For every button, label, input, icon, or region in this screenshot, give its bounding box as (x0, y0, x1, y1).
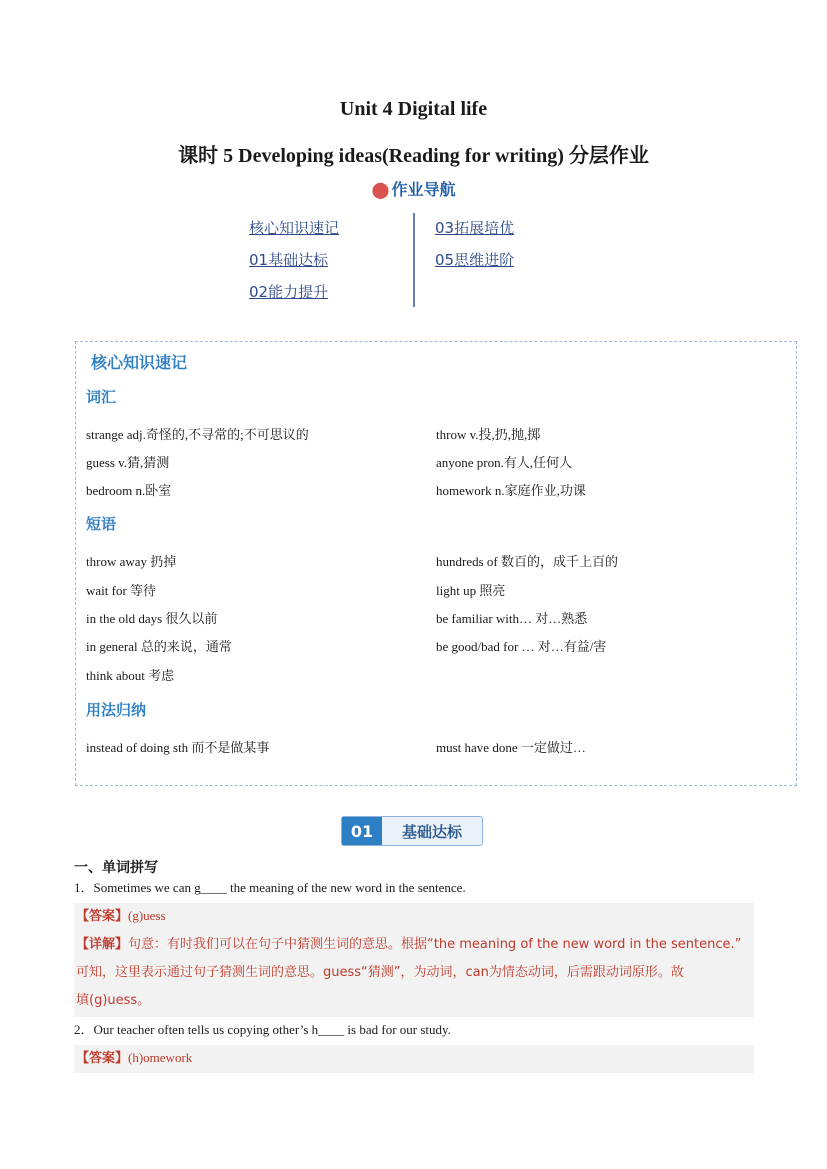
detail-line-1 (76, 933, 741, 952)
vocab-heading: 词汇 (86, 388, 117, 406)
answer-line-2 (76, 1047, 192, 1066)
section-number: 01 (342, 817, 382, 845)
detail-text: 句意：有时我们可以在句子中猜测生词的意思。根据“the meaning of the new word in the sentence.” (128, 937, 742, 952)
detail-text: 可知，这里表示通过句子猜测生词的意思。guess“猜测”，为动词，can为情态动词，后需跟动词原形。故 (76, 965, 684, 980)
nav-link-05[interactable]: 05思维进阶 (435, 251, 515, 269)
phrase-item: light up 照亮 (436, 583, 506, 598)
nav-link-03[interactable]: 03拓展培优 (435, 219, 515, 237)
vocab-item: throw v.投,扔,抛,掷 (436, 427, 541, 442)
vocab-item: guess v.猜,猜测 (86, 455, 170, 470)
question-1: 1．Sometimes we can g____ the meaning of the new word in the sentence. (74, 880, 466, 895)
answer-tag: 【答案】 (76, 1051, 129, 1066)
nav-title-text: 作业导航 (391, 180, 456, 199)
usage-item: must have done 一定做过… (436, 740, 586, 755)
phrase-item: in general 总的来说，通常 (86, 639, 232, 654)
doc-title: Unit 4 Digital life (339, 98, 488, 120)
detail-line-2 (76, 961, 684, 980)
detail-text: 填(g)uess。 (76, 993, 151, 1008)
phrase-heading: 短语 (86, 515, 117, 533)
phrase-item: be familiar with… 对…熟悉 (436, 611, 588, 626)
detail-line-3 (76, 989, 150, 1008)
phrase-item: throw away 扔掉 (86, 554, 177, 569)
question-2: 2．Our teacher often tells us copying other’s h____ is bad for our study. (74, 1022, 451, 1037)
section-01-badge (341, 816, 483, 846)
phrase-item: think about 考虑 (86, 668, 175, 683)
phrase-item: wait for 等待 (86, 583, 157, 598)
vocab-item: anyone pron.有人,任何人 (436, 455, 573, 470)
section-label: 基础达标 (401, 822, 462, 841)
nav-title (0, 177, 827, 200)
nav-divider (413, 213, 415, 307)
answer-text: (h)omework (128, 1050, 193, 1065)
knowledge-title: 核心知识速记 (91, 353, 188, 372)
part-heading: 一、单词拼写 (74, 860, 158, 876)
vocab-item: homework n.家庭作业,功课 (436, 483, 586, 498)
location-pin-icon: ⬤ (371, 180, 390, 199)
usage-heading: 用法归纳 (86, 701, 147, 719)
answer-box-1 (74, 903, 754, 1017)
answer-line-1 (76, 905, 166, 924)
vocab-item: bedroom n.卧室 (86, 483, 172, 498)
phrase-item: be good/bad for … 对…有益/害 (436, 639, 607, 654)
phrase-item: hundreds of 数百的，成千上百的 (436, 554, 618, 569)
vocab-item: strange adj.奇怪的,不寻常的;不可思议的 (86, 427, 309, 442)
nav-link-core-knowledge[interactable]: 核心知识速记 (249, 219, 340, 237)
detail-tag: 【详解】 (76, 937, 129, 952)
phrase-item: in the old days 很久以前 (86, 611, 218, 626)
doc-subtitle: 课时 5 Developing ideas(Reading for writing) 分层作业 (178, 145, 649, 167)
answer-tag: 【答案】 (76, 909, 129, 924)
nav-link-01[interactable]: 01基础达标 (249, 251, 329, 269)
answer-text: (g)uess (128, 908, 166, 923)
nav-link-02[interactable]: 02能力提升 (249, 283, 329, 301)
usage-item: instead of doing sth 而不是做某事 (86, 740, 270, 755)
